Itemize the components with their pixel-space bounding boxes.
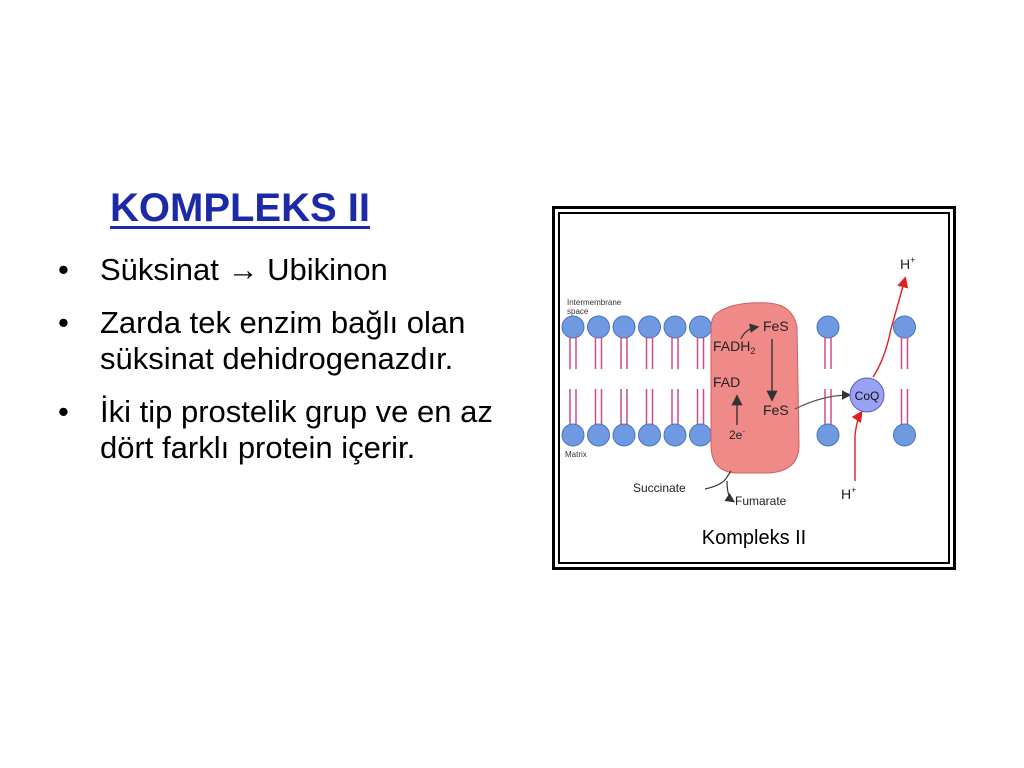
lipid-head bbox=[664, 316, 686, 338]
proton-bottom-label: H+ bbox=[841, 485, 857, 502]
fumarate-arrow bbox=[727, 481, 733, 501]
lipid-head bbox=[690, 316, 712, 338]
lipid-head bbox=[613, 424, 635, 446]
bullet-list bbox=[58, 252, 508, 483]
fes-to-coq-arrow bbox=[795, 395, 849, 409]
lipid-head bbox=[639, 424, 661, 446]
bullet-marker: • bbox=[58, 305, 69, 340]
fumarate-label: Fumarate bbox=[735, 494, 787, 508]
bullet-text: İki tip prostelik grup ve en az dört farklı protein içerir. bbox=[100, 394, 493, 465]
coq-label: CoQ bbox=[854, 389, 880, 403]
fad-label: FAD bbox=[713, 374, 741, 390]
complex-ii-diagram bbox=[555, 209, 953, 519]
lipid-head bbox=[639, 316, 661, 338]
lipid-head bbox=[894, 424, 916, 446]
lipid-head bbox=[588, 316, 610, 338]
figure-frame bbox=[552, 206, 956, 570]
lipid-head bbox=[562, 316, 584, 338]
lipid-head bbox=[588, 424, 610, 446]
two-electrons-label: 2e- bbox=[729, 427, 746, 442]
bullet-item bbox=[58, 394, 508, 466]
bullet-item bbox=[58, 305, 508, 377]
fes-top-label: FeS bbox=[763, 318, 789, 334]
lipid-head bbox=[690, 424, 712, 446]
bullet-marker: • bbox=[58, 252, 69, 287]
lipid-head bbox=[894, 316, 916, 338]
slide-title: KOMPLEKS II bbox=[110, 186, 371, 230]
intermembrane-label-1: Intermembrane bbox=[567, 298, 622, 307]
proton-in-arrow bbox=[855, 413, 861, 481]
lipid-head bbox=[664, 424, 686, 446]
matrix-label: Matrix bbox=[565, 450, 587, 459]
lipid-head bbox=[562, 424, 584, 446]
fadh2-label: $FADH_2$ bbox=[713, 338, 756, 356]
bullet-text: Zarda tek enzim bağlı olan süksinat dehidrogenazdır. bbox=[100, 305, 466, 376]
intermembrane-label-2: space bbox=[567, 307, 589, 316]
bullet-text: Süksinat → Ubikinon bbox=[100, 252, 388, 287]
figure-caption: Kompleks II bbox=[701, 527, 807, 549]
bullet-item bbox=[58, 252, 508, 288]
bullet-marker: • bbox=[58, 394, 69, 429]
proton-top-label: H+ bbox=[900, 255, 916, 272]
lipid-head bbox=[613, 316, 635, 338]
fes-bottom-label: FeS bbox=[763, 402, 789, 418]
lipid-head bbox=[817, 424, 839, 446]
succinate-label: Succinate bbox=[633, 481, 686, 495]
lipid-head bbox=[817, 316, 839, 338]
